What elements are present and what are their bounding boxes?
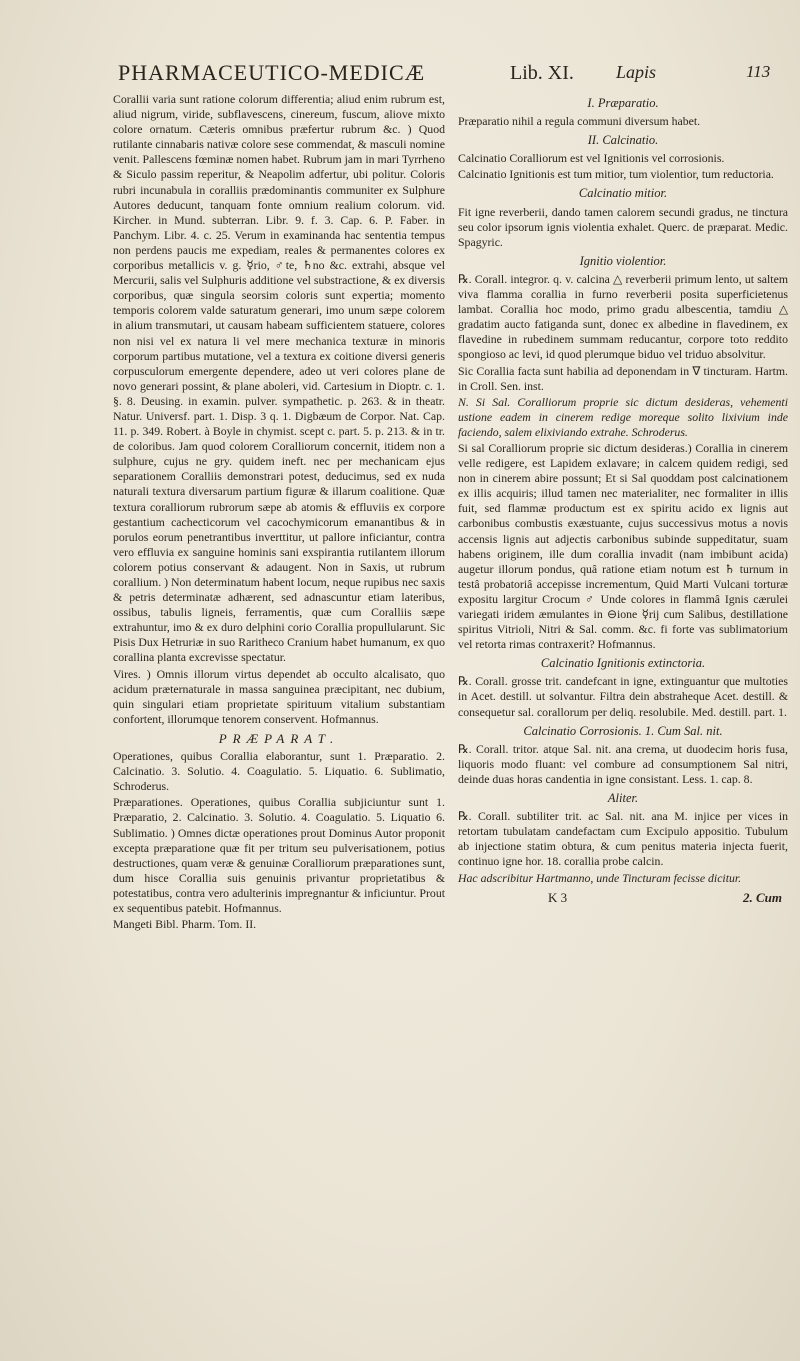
heading-calcinatio: II. Calcinatio. [587, 133, 659, 148]
heading-aliter: Aliter. [607, 791, 639, 806]
paragraph-extinctoria: ℞. Corall. grosse trit. candefcant in igne, extinguantur que multoties in Acet. destill. ut solvantur. Filtra dein abstraheque Acet. destill. & consequetur sal. corallorum per deliq. resolubile. Med. destill. part. 1. [458, 674, 788, 719]
paragraph-corallii-colors: Corallii varia sunt ratione colorum differentia; aliud enim rubrum est, aliud nigrum, viride, subflavescens, cinereum, fuscum, aliove mixto colore ornatum. Cæteris omnibus præfertur rubrum &c. ) Quod rutilante cinnabaris nativæ colore sese commendat, & masculi nomine venit. Pallescens fœminæ nomen habet. Rubrum jam in mari Tyrrheno & Siculo passim reperitur, & Neapolim adfertur, ubi politur. Coloris rubri incunabula in coralliis prædominantis communiter ex Sulphure Autores deducunt, tanquam fonte omnium realium colorum. vid. Kircher. in Mund. subterran. Libr. 9. f. 3. Cap. 6. P. Faber. in Panchym. Libr. 4. c. 25. Verum in examinanda hac sententia tempus non perdens paucis me expediam, reales & permanentes colores ex corporibus metallicis v. g. ☿rio, ♂te, ♄no &c. extrahi, absque vel Mercurii, salis vel Sulphuris additione vel substractione, & ex diversis corporibus, quæ singula seorsim coloris sunt expertia; momento temporis colorem valde saturatum generari, imo unum sæpe colorem in alium transmutari, ut causam habeam sufficientem statuere, colores non nisi vel ex natura li vel mere mechanica texturæ in minoris corporum partibus mutatione, vel a textura ex coitione diversi generis corpusculorum emergente dependere, adeo ut veri colores plane de novo generari possint, & plane aboleri, vid. Cartesium in Dioptr. c. 1. §. 8. Deusing. in examin. pulver. sympathetic. p. 263. & in theatr. Natur. Universf. part. 1. Disp. 3 q. 1. Digbæum de Corpor. Nat. Cap. 11. p. 349. Robert. à Boyle in chymist. scept c. part. 5. p. 213. & in tr. de coloribus. Jam quod colorem Coralliorum concernit, itidem non a sulphure, cujus ne gry. quidem ineft. nec per mechanicam ejus separationem Coralliis demonstrari potest, deducimus, sed ex nuda naturali textura diversarum partium figuræ & illarum coalitione. Quæ textura coralliorum rubrorum sæpe ab atomis & effluviis ex corpore gestantium cachecticorum vel cacochymicorum emanantibus & in porulos eorum penetrantibus inverttitur, ut pallore inficiantur, contra vero effluvia ex sanguine hominis sani exspirantia rutilantem illorum colorem potius conservant & adaugent. Non in Saxis, ut rubrum corallium. ) Non determinatum habent locum, neque rupibus nec saxis & petris determinatæ adhærent, sed adnascuntur etiam lateribus, ossibus, tabulis ligneis, ferramentis, quæ cum Coralliis sæpe extrahuntur, imo & ex duro delphini corio Corallia propullularunt. Sic Pisis Dux Hetruriæ in suo Raritheco Cranium habet humanum, ex quo corallina planta excrevisse spectatur. [113, 92, 445, 665]
section-heading-praeparat: PRÆPARAT. [218, 730, 340, 746]
paragraph-calcinatio-types: Calcinatio Coralliorum est vel Ignitionis vel corrosionis. [458, 151, 725, 166]
right-column [458, 92, 788, 908]
signature-line [458, 890, 788, 908]
section-word: Lapis [616, 62, 657, 82]
paragraph-praeparationes: Præparationes. Operationes, quibus Corallia subjiciuntur sunt 1. Præparatio, 2. Calcinatio. 3. Solutio. 4. Coagulatio. 5. Liquatio 6. Sublimatio. ) Omnes dictæ operationes prout Dominus Autor proponit excepta præparatione quæ fit per tritum seu pulverisationem, potius destructiones, quam veræ & genuinæ Coralliorum præparationes sunt, dum hisce Corallia suis genuinis privantur proprietatibus & potestatibus, contra vero adulterinis impregnantur & inficiuntur. Prout ex sequentibus patebit. Hofmannus. [113, 795, 445, 915]
paragraph-vires: Vires. ) Omnis illorum virtus dependet ab occulto alcalisato, quo acidum præternaturale in massa sanguinea præcipitant, nec dubium, quin singulari etiam proprietate spirituum vitalium substantiam confortent, illorumque tenorem conservent. Hofmannus. [113, 666, 445, 726]
left-column [113, 92, 445, 933]
paragraph-praeparatio: Præparatio nihil a regula communi diversum habet. [458, 114, 701, 129]
catchword: 2. Cum [742, 889, 782, 905]
running-title: PHARMACEUTICO-MEDICÆ [118, 60, 426, 85]
paragraph-nota-sal: N. Si Sal. Coralliorum proprie sic dictum desideras, vehementi ustione eadem in cinerem redige moreque solito lixivium inde faciendo, salem elixiviando extrahe. Schroderus. [458, 394, 788, 439]
paragraph-sic-corallia: Sic Corallia facta sunt habilia ad deponendam in ∇ tincturam. Hartm. in Croll. Sen. inst. [458, 363, 788, 393]
paragraph-calcinatio-ignitionis: Calcinatio Ignitionis est tum mitior, tum violentior, tum reductoria. [458, 167, 774, 182]
paragraph-violentior: ℞. Corall. integror. q. v. calcina △ reverberii primum lento, ut saltem viva flamma corallia in furno reverberii posita superficietenus lambat. Corallia hoc modo, primo gradu albescentia, tamdiu △ gradatim aucto fatiganda sunt, donec ex albedine in flavedinem, ex flavedine in rubedinem summam reducantur, corpore toto reddito spongioso ac levi, id quod plerumque biduo vel triduo absolvitur. [458, 271, 788, 362]
heading-corrosionis: Calcinatio Corrosionis. 1. Cum Sal. nit. [523, 723, 723, 738]
heading-calcinatio-mitior: Calcinatio mitior. [578, 186, 668, 201]
paragraph-operationes: Operationes, quibus Corallia elaborantur, sunt 1. Præparatio. 2. Calcinatio. 3. Solutio. 4. Coagulatio. 5. Liquatio. 6. Sublimatio, Schroderus. [113, 749, 445, 794]
signature-mark: K 3 [548, 889, 568, 905]
page-header [118, 60, 783, 90]
heading-praeparatio: I. Præparatio. [587, 96, 659, 110]
paragraph-corrosionis: ℞. Corall. tritor. atque Sal. nit. ana crema, ut duodecim horis fusa, liquoris modo fluant: vel combure ad consumptionem Sal nitri, deinde duas horas candentia in igne consistant. Less. 1. cap. 8. [458, 741, 788, 786]
page-number: 113 [746, 62, 771, 81]
footer-imprint: Mangeti Bibl. Pharm. Tom. II. [113, 917, 257, 932]
heading-ignitio-violentior: Ignitio violentior. [579, 253, 667, 268]
paragraph-hartmanno: Hac adscribitur Hartmanno, unde Tincturam fecisse dicitur. [458, 870, 742, 885]
paragraph-aliter: ℞. Corall. subtiliter trit. ac Sal. nit. ana M. injice per vices in retortam tubulatam candefactam cum Excipulo appositio. Tubulum ab injectione statim obtura, & cum penitus materia injecta fuerit, continuo igne hor. 18. corallia probe calcin. [458, 809, 788, 869]
book-number: Lib. XI. [510, 62, 574, 84]
paragraph-sal-coralliorum: Si sal Coralliorum proprie sic dictum desideras.) Corallia in cinerem velle redigere, est Lapidem exlavare; in calcem quidem redigi, sed non in cinerem abire possunt; Et si Sal quoddam post calcinationem ex illis acquiris; illud tamen nec materialiter, nec formaliter in illis fuit, sed flammæ productum est ex spiritu acido ex lignis aut carbonibus combustis exæstuante, cujus successivus motus a novis accensis lignis aut adjectis carbonibus subinde suppeditatur, suam habens originem, ille dum corallia invadit (nam imbibunt acida) augetur illorum pondus, quâ ratione etiam notum est ♄ turnum in testâ probatoriâ accepisse incrementum, Quid Marti Vulcani torturæ expositu largitur Crocum ♂ Unde colores in flammâ Ignis cærulei variegati iridem æmulantes in ⊖ione ☿rij cum Salibus, destillatione spiritus Vitrioli, Nitri & Sal. comm. &c. fi forte vas sublimatorium vel retorta rimas contraxerit? Hofmannus. [458, 440, 788, 652]
heading-extinctoria: Calcinatio Ignitionis extinctoria. [540, 656, 706, 671]
paragraph-mitior: Fit igne reverberii, dando tamen calorem secundi gradus, ne tinctura seu color ipsorum ignis violentia exhalet. Querc. de præparat. Medic. Spagyric. [458, 204, 788, 249]
